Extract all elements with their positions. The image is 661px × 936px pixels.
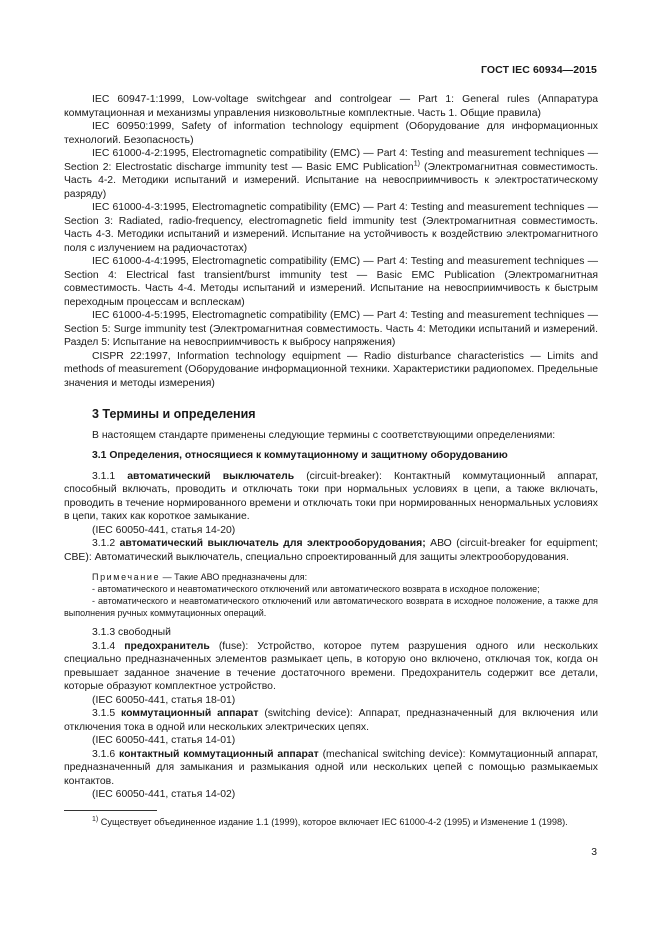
reference-item: IEC 61000-4-4:1995, Electromagnetic compatibility (EMC) — Part 4: Testing and measurement techniques — Section 4: Electrical fast transient/burst immunity test — Basic EMC Publication (Электромагнитная совместимость. Часть 4-4. Методы испытаний и измерений. Испытание на невосприимчивость к быстрым переходным процессам и всплескам) — [64, 256, 598, 308]
term: коммутационный аппарат — [121, 708, 259, 719]
note-label: Примечание — [92, 572, 161, 582]
normative-references — [64, 93, 598, 390]
term-definition: 3.1.2 автоматический выключатель для электрооборудования; АВО (circuit-breaker for equipment; CBE): Автоматический выключатель, специально спроектированный для защиты электрооборудования. — [64, 538, 598, 563]
reference-item: IEC 61000-4-3:1995, Electromagnetic compatibility (EMC) — Part 4: Testing and measurement techniques — Section 3: Radiated, radio-frequency, electromagnetic field immunity test (Электромагнитная совместимость. Часть 4-3. Методики испытаний и измерений. Испытание на устойчивость к воздействию электромагнитного поля с излучением на радиочастотах) — [64, 202, 598, 254]
reference-item: IEC 60950:1999, Safety of information technology equipment (Оборудование для информационных технологий. Безопасность) — [64, 121, 598, 146]
term-citation: (IEC 60050-441, статья 18-01) — [92, 694, 236, 706]
footnote-separator — [64, 810, 157, 811]
note-block: Примечание — Такие АВО предназначены для: - автоматического и неавтоматического отключений или автоматического возврата в исходное положение; - автоматического и неавтоматического отключений или автоматического возврата в исходное положение, а также для выполнения ручных коммутационных операций. — [64, 572, 598, 618]
document-code-header: ГОСТ IEC 60934—2015 — [480, 64, 597, 76]
section-title: 3 Термины и определения — [92, 407, 256, 421]
term: автоматический выключатель — [127, 470, 295, 482]
footnote: $^{1)}$ Существует объединенное издание 1.1 (1999), которое включает IEC 61000-4-2 (1995) и Изменение 1 (1998). — [92, 815, 568, 827]
subsection-title: 3.1 Определения, относящиеся к коммутационному и защитному оборудованию — [92, 450, 508, 461]
footnote-mark: 1) — [413, 160, 420, 168]
reference-item: IEC 60947-1:1999, Low-voltage switchgear and controlgear — Part 1: General rules (Аппаратура коммутационная и механизмы управления низковольтные комплектные. Часть 1. Общие правила) — [64, 94, 598, 119]
term: предохранитель — [124, 640, 210, 652]
term-definition: 3.1.6 контактный коммутационный аппарат (mechanical switching device): Коммутационный аппарат, предназначенный для замыкания и размыкания одной или нескольких цепей с помощью размыкаемых контактов. — [64, 748, 598, 787]
term-citation: (IEC 60050-441, статья 14-02) — [92, 789, 236, 800]
term: автоматический выключатель для электрооборудования; — [119, 538, 426, 549]
note-list-item: - автоматического и неавтоматического отключений или автоматического возврата в исходное положение, а также для выполнения ручных коммутационных операций. — [64, 596, 598, 618]
note-list-item: - автоматического и неавтоматического отключений или автоматического возврата в исходное положение; — [92, 584, 540, 594]
term-definition: 3.1.4 предохранитель (fuse): Устройство, которое путем разрушения одного или нескольких специально предназначенных элементов размыкает цепь, в которую оно включено, отключая ток, когда он превышает заданное значение в течение достаточного времени. Предохранитель содержит все детали, которые образуют комплектное устройство. — [64, 640, 599, 692]
term: контактный коммутационный аппарат — [119, 748, 319, 760]
term-definition: 3.1.5 коммутационный аппарат (switching device): Аппарат, предназначенный для включения или отключения тока в одной или нескольких электрических цепях. — [64, 708, 599, 733]
term-citation: (IEC 60050-441, статья 14-01) — [92, 735, 236, 746]
term-citation: (IEC 60050-441, статья 14-20) — [92, 524, 236, 536]
term-definition: 3.1.3 свободный — [92, 627, 171, 638]
term-definition: 3.1.1 автоматический выключатель (circuit-breaker): Контактный коммутационный аппарат, способный включать, проводить и отключать токи при нормальных условиях в цепи, а также включать, проводить в течение нормированного времени и отключать токи при нормированных ненормальных условиях в цепи, таких как короткое замыкание. — [64, 470, 598, 522]
section-intro: В настоящем стандарте применены следующие термины с соответствующими определениями: — [92, 429, 556, 441]
page-number: 3 — [591, 847, 597, 858]
reference-item: CISPR 22:1997, Information technology equipment — Radio disturbance characteristics — Limits and methods of measurement (Оборудование информационной техники. Характеристики радиопомех. Предельные значения и методы измерения) — [64, 350, 599, 389]
reference-item: IEC 61000-4-5:1995, Electromagnetic compatibility (EMC) — Part 4: Testing and measurement techniques — Section 5: Surge immunity test (Электромагнитная совместимость. Часть 4: Методики испытаний и измерений. Раздел 5: Испытание на невосприимчивость к выбросу напряжения) — [64, 310, 598, 348]
page-content — [64, 93, 598, 802]
reference-item: IEC 61000-4-2:1995, Electromagnetic compatibility (EMC) — Part 4: Testing and measurement techniques — Section 2: Electrostatic discharge immunity test — Basic EMC Publication$^{1)}$ (Электромагнитная совместимость. Часть 4-2. Методики испытаний и измерений. Испытание на невосприимчивость к электростатическому разряду) — [64, 148, 599, 200]
footnote-mark: 1) — [92, 815, 99, 823]
